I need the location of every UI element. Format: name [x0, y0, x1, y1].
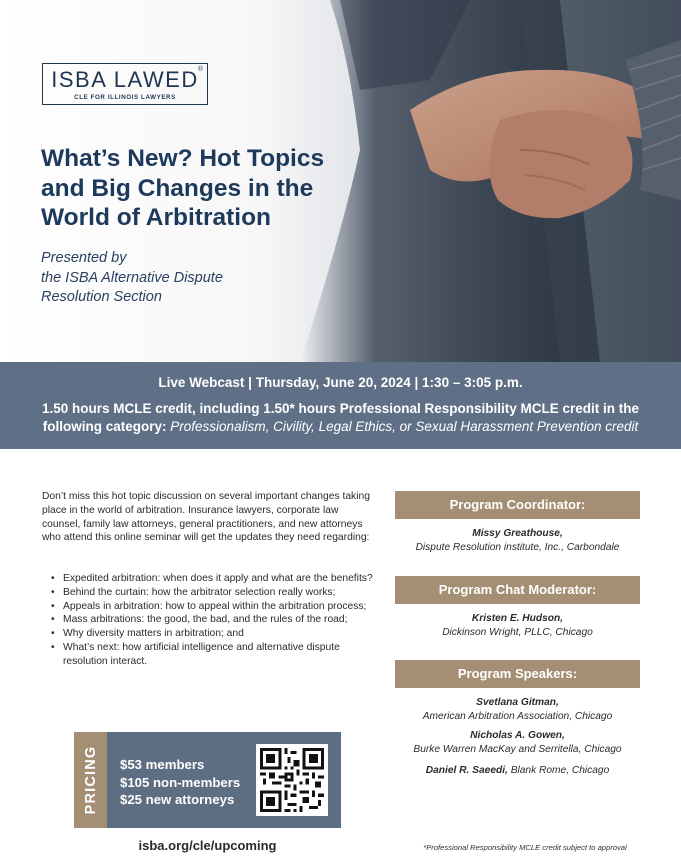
speakers-heading: Program Speakers:: [395, 660, 640, 688]
bullet-icon: •: [51, 614, 55, 626]
speaker-name: Daniel R. Saeedi,: [425, 765, 508, 776]
topic-item: • Behind the curtain: how the arbitrator selection really works;: [51, 586, 336, 598]
isba-lawed-logo: [42, 63, 208, 105]
credit-bold: 1.50 hours MCLE credit, including 1.50* hours Professional Responsibility MCLE credit in the following category:: [41, 401, 640, 434]
coordinator-info: [395, 527, 640, 555]
price-new-attorneys: $25 new attorneys: [120, 792, 235, 807]
bullet-icon: •: [51, 573, 55, 584]
event-title: [41, 144, 371, 233]
presented-line-1: Presented by: [41, 250, 127, 266]
speaker-name: Nicholas A. Gowen,: [470, 730, 565, 741]
topic-item: • Mass arbitrations: the good, the bad, and the rules of the road;: [51, 614, 348, 626]
event-banner: [0, 362, 681, 449]
logo-wordmark: ISBA LAWED: [51, 67, 199, 92]
coordinator-name: Missy Greathouse,: [472, 528, 563, 539]
moderator-org: Dickinson Wright, PLLC, Chicago: [442, 627, 593, 638]
intro-paragraph: Don’t miss this hot topic discussion on several important changes taking place in the world of arbitration. Insurance lawyers, corporate law counsel, family law attorneys, general practitioners, and new attorneys who attend this online seminar will get the updates they need regarding:: [42, 491, 370, 544]
pricing-box: [74, 732, 341, 828]
bullet-icon: •: [51, 600, 55, 612]
moderator-heading: Program Chat Moderator:: [395, 576, 640, 604]
speaker-3: [395, 764, 640, 778]
logo-tagline: CLE FOR ILLINOIS LAWYERS: [74, 94, 176, 101]
price-members: $53 members: [120, 757, 205, 772]
bullet-icon: •: [51, 586, 55, 598]
topic-list: [51, 572, 373, 669]
credit-category: Professionalism, Civility, Legal Ethics, or Sexual Harassment Prevention credit: [170, 419, 639, 434]
coordinator-org: Dispute Resolution institute, Inc., Carbondale: [415, 542, 620, 553]
presented-by: [41, 249, 261, 308]
footnote: *Professional Responsibility MCLE credit subject to approval: [423, 843, 627, 852]
speaker-org: American Arbitration Association, Chicago: [422, 711, 613, 722]
speaker-1: [395, 696, 640, 724]
bullet-icon: •: [51, 641, 55, 653]
topic-item: • Why diversity matters in arbitration; and: [51, 628, 244, 640]
moderator-name: Kristen E. Hudson,: [471, 613, 564, 624]
credit-line: [20, 400, 661, 436]
speaker-org: Blank Rome, Chicago: [507, 765, 610, 776]
registered-mark: ®: [197, 66, 203, 73]
topic-item: • Appeals in arbitration: how to appeal within the arbitration process;: [51, 600, 367, 612]
speaker-2: [395, 729, 640, 757]
speaker-name: Svetlana Gitman,: [476, 697, 559, 708]
title-line-1: What’s New? Hot Topics: [41, 145, 325, 172]
pricing-tab: [74, 732, 107, 828]
title-line-3: World of Arbitration: [41, 204, 271, 231]
presented-line-2: the ISBA Alternative Dispute: [41, 269, 223, 286]
event-date-line: Live Webcast | Thursday, June 20, 2024 | 1:30 – 3:05 p.m.: [158, 375, 523, 390]
bullet-icon: •: [51, 628, 55, 640]
qr-code-icon[interactable]: [256, 744, 328, 816]
pricing-label: PRICING: [82, 745, 99, 815]
topic-item: • Expedited arbitration: when does it apply and what are the benefits?: [51, 573, 373, 584]
presented-line-3: Resolution Section: [41, 289, 162, 305]
price-list: [120, 756, 240, 809]
moderator-info: [395, 612, 640, 640]
title-line-2: and Big Changes in the: [41, 174, 314, 202]
coordinator-heading: Program Coordinator:: [395, 491, 640, 519]
speaker-org: Burke Warren MacKay and Serritella, Chicago: [413, 744, 622, 755]
registration-link[interactable]: isba.org/cle/upcoming: [138, 838, 277, 853]
price-non-members: $105 non-members: [120, 774, 241, 790]
hero-section: [0, 0, 681, 362]
topic-item: • What’s next: how artificial intelligence and alternative dispute resolution interact.: [51, 641, 340, 667]
